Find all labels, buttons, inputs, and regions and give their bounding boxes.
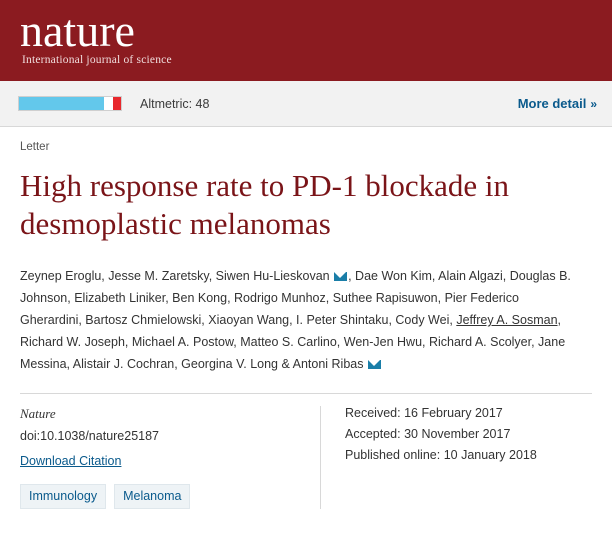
date-received: [345, 406, 592, 420]
meta-left-column: [20, 406, 320, 509]
meta-right-column: [320, 406, 592, 509]
altmetric-meter-fill: [19, 97, 104, 110]
chevron-right-icon: »: [590, 96, 596, 111]
author-list: [20, 265, 582, 375]
subject-tag-list: [20, 484, 306, 509]
envelope-icon[interactable]: [334, 272, 347, 281]
doi-text: doi:10.1038/nature25187: [20, 429, 160, 443]
altmetric-meter: [18, 96, 122, 111]
more-detail-label: More detail: [517, 96, 587, 111]
more-detail-link[interactable]: [518, 96, 596, 111]
nature-logo[interactable]: nature: [20, 5, 135, 56]
masthead-inner: [0, 0, 612, 66]
article-content: [0, 127, 612, 509]
subject-tag-melanoma[interactable]: Melanoma: [114, 484, 190, 509]
page-title: High response rate to PD-1 blockade in desmoplastic melanomas: [20, 168, 509, 241]
subject-tag-immunology[interactable]: Immunology: [20, 484, 106, 509]
date-accepted: [345, 427, 592, 441]
download-citation-link[interactable]: Download Citation: [20, 454, 122, 468]
author-link[interactable]: Jeffrey A. Sosman: [456, 313, 558, 327]
date-published: [345, 448, 592, 462]
date-accepted-value: 30 November 2017: [404, 427, 511, 441]
date-accepted-label: Accepted:: [345, 427, 401, 441]
altmetric-score-label: Altmetric: 48: [140, 96, 210, 111]
article-type-label: Letter: [20, 141, 50, 153]
altmetric-bar: [0, 81, 612, 127]
author-names-part-2: , Dae Won Kim, Alain Algazi, Douglas B. Johnson, Elizabeth Liniker, Ben Kong, Rodrigo Munhoz, Suthee Rapisuwon, Pier Federico Gherardini, Bartosz Chmielowski, Xiaoyan Wang, I. Peter Shintaku, Cody Wei,: [20, 269, 571, 327]
envelope-icon-2[interactable]: [368, 360, 381, 369]
author-names-part-1: Zeynep Eroglu, Jesse M. Zaretsky, Siwen Hu-Lieskovan: [20, 269, 334, 283]
date-received-value: 16 February 2017: [404, 406, 503, 420]
site-masthead: [0, 0, 612, 81]
masthead-tagline: International journal of science: [22, 54, 172, 66]
author-names-part-3: , Richard W. Joseph, Michael A. Postow, Matteo S. Carlino, Wen-Jen Hwu, Richard A. Scolyer, Jane Messina, Alistair J. Cochran, Georgina V. Long & Antoni Ribas: [20, 313, 566, 371]
article-meta: [20, 393, 592, 509]
date-published-label: Published online:: [345, 448, 441, 462]
journal-name: Nature: [20, 406, 56, 421]
publication-dates: [345, 406, 592, 462]
date-published-value: 10 January 2018: [443, 448, 537, 462]
date-received-label: Received:: [345, 406, 401, 420]
altmetric-meter-tick: [113, 97, 121, 110]
